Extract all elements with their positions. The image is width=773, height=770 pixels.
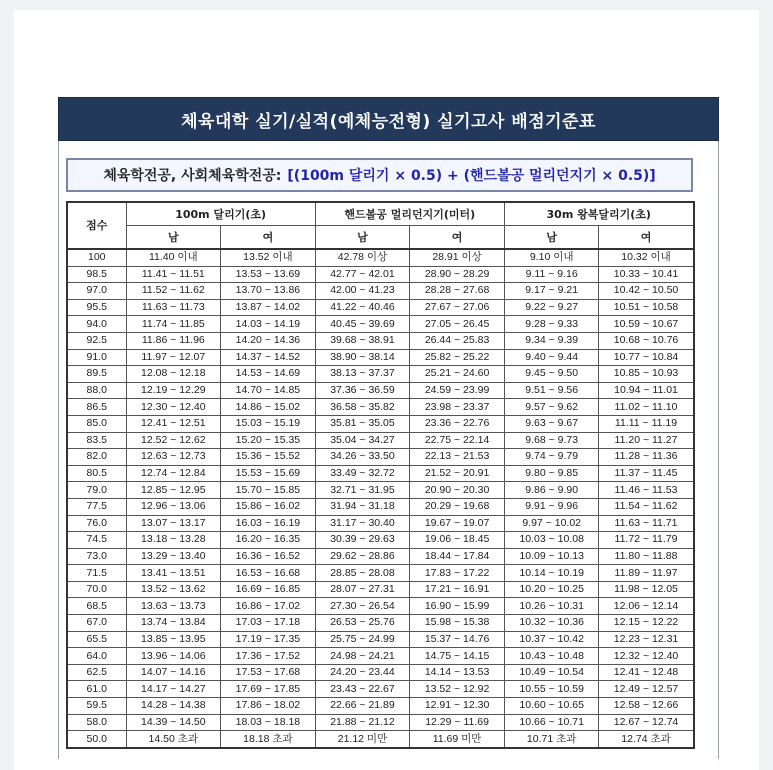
table-row [67, 648, 694, 665]
cell-30m-female: 10.33 ~ 10.41 [599, 266, 694, 283]
table-row [67, 449, 694, 466]
cell-throw-female: 27.67 ~ 27.06 [410, 299, 505, 316]
cell-100m-female: 14.53 ~ 14.69 [221, 366, 316, 383]
table-row [67, 498, 694, 515]
cell-score: 68.5 [67, 598, 126, 615]
table-row [67, 283, 694, 300]
table-row [67, 681, 694, 698]
header-male: 남 [315, 226, 410, 250]
cell-100m-male: 13.85 ~ 13.95 [126, 631, 221, 648]
cell-score: 74.5 [67, 532, 126, 549]
cell-30m-male: 9.57 ~ 9.62 [504, 399, 599, 416]
cell-30m-female: 10.85 ~ 10.93 [599, 366, 694, 383]
cell-30m-male: 10.60 ~ 10.65 [504, 698, 599, 715]
cell-100m-male: 14.17 ~ 14.27 [126, 681, 221, 698]
cell-100m-male: 11.63 ~ 11.73 [126, 299, 221, 316]
cell-score: 95.5 [67, 299, 126, 316]
cell-throw-male: 41.22 ~ 40.46 [315, 299, 410, 316]
cell-throw-female: 23.98 ~ 23.37 [410, 399, 505, 416]
cell-throw-male: 30.39 ~ 29.63 [315, 532, 410, 549]
cell-score: 50.0 [67, 731, 126, 748]
cell-100m-male: 14.07 ~ 14.16 [126, 664, 221, 681]
cell-30m-female: 11.89 ~ 11.97 [599, 565, 694, 582]
header-female: 여 [221, 226, 316, 250]
cell-throw-female: 26.44 ~ 25.83 [410, 332, 505, 349]
cell-score: 64.0 [67, 648, 126, 665]
cell-score: 83.5 [67, 432, 126, 449]
cell-100m-female: 14.37 ~ 14.52 [221, 349, 316, 366]
table-row [67, 415, 694, 432]
cell-30m-male: 9.34 ~ 9.39 [504, 332, 599, 349]
cell-throw-female: 28.90 ~ 28.29 [410, 266, 505, 283]
table-row [67, 399, 694, 416]
header-group-100m: 100m 달리기(초) [126, 202, 315, 226]
cell-throw-female: 12.29 ~ 11.69 [410, 714, 505, 731]
cell-throw-male: 21.12 미만 [315, 731, 410, 748]
cell-30m-female: 12.32 ~ 12.40 [599, 648, 694, 665]
cell-score: 80.5 [67, 465, 126, 482]
cell-throw-male: 38.13 ~ 37.37 [315, 366, 410, 383]
cell-100m-female: 15.70 ~ 15.85 [221, 482, 316, 499]
cell-100m-female: 13.87 ~ 14.02 [221, 299, 316, 316]
cell-100m-male: 11.52 ~ 11.62 [126, 283, 221, 300]
cell-throw-male: 39.68 ~ 38.91 [315, 332, 410, 349]
cell-score: 88.0 [67, 382, 126, 399]
cell-throw-male: 21.88 ~ 21.12 [315, 714, 410, 731]
table-row [67, 465, 694, 482]
cell-throw-male: 35.81 ~ 35.05 [315, 415, 410, 432]
cell-100m-male: 11.40 이내 [126, 249, 221, 266]
cell-throw-male: 34.26 ~ 33.50 [315, 449, 410, 466]
cell-30m-male: 9.28 ~ 9.33 [504, 316, 599, 333]
cell-100m-male: 11.74 ~ 11.85 [126, 316, 221, 333]
cell-100m-female: 17.03 ~ 17.18 [221, 615, 316, 632]
table-row [67, 714, 694, 731]
cell-score: 77.5 [67, 498, 126, 515]
cell-30m-male: 9.74 ~ 9.79 [504, 449, 599, 466]
cell-throw-female: 25.21 ~ 24.60 [410, 366, 505, 383]
score-table [66, 201, 695, 749]
cell-throw-female: 15.98 ~ 15.38 [410, 615, 505, 632]
cell-throw-male: 24.20 ~ 23.44 [315, 664, 410, 681]
cell-throw-female: 21.52 ~ 20.91 [410, 465, 505, 482]
table-row [67, 532, 694, 549]
cell-100m-male: 13.07 ~ 13.17 [126, 515, 221, 532]
cell-throw-female: 17.83 ~ 17.22 [410, 565, 505, 582]
table-row [67, 515, 694, 532]
cell-100m-male: 13.41 ~ 13.51 [126, 565, 221, 582]
cell-30m-male: 9.80 ~ 9.85 [504, 465, 599, 482]
cell-30m-male: 10.37 ~ 10.42 [504, 631, 599, 648]
cell-100m-female: 17.69 ~ 17.85 [221, 681, 316, 698]
cell-score: 92.5 [67, 332, 126, 349]
cell-100m-male: 13.29 ~ 13.40 [126, 548, 221, 565]
cell-30m-female: 12.58 ~ 12.66 [599, 698, 694, 715]
cell-throw-female: 14.75 ~ 14.15 [410, 648, 505, 665]
table-row [67, 615, 694, 632]
cell-score: 58.0 [67, 714, 126, 731]
cell-30m-female: 10.94 ~ 11.01 [599, 382, 694, 399]
cell-score: 98.5 [67, 266, 126, 283]
cell-throw-male: 23.43 ~ 22.67 [315, 681, 410, 698]
cell-throw-male: 28.07 ~ 27.31 [315, 581, 410, 598]
cell-throw-male: 27.30 ~ 26.54 [315, 598, 410, 615]
table-row [67, 598, 694, 615]
table-row [67, 366, 694, 383]
cell-30m-male: 10.20 ~ 10.25 [504, 581, 599, 598]
cell-throw-female: 11.69 미만 [410, 731, 505, 748]
cell-100m-female: 17.86 ~ 18.02 [221, 698, 316, 715]
cell-100m-male: 11.86 ~ 11.96 [126, 332, 221, 349]
table-row [67, 266, 694, 283]
cell-100m-female: 13.70 ~ 13.86 [221, 283, 316, 300]
cell-100m-female: 14.70 ~ 14.85 [221, 382, 316, 399]
cell-100m-male: 13.63 ~ 13.73 [126, 598, 221, 615]
cell-throw-female: 19.67 ~ 19.07 [410, 515, 505, 532]
cell-30m-female: 10.32 이내 [599, 249, 694, 266]
cell-30m-male: 9.68 ~ 9.73 [504, 432, 599, 449]
cell-30m-male: 10.49 ~ 10.54 [504, 664, 599, 681]
cell-throw-female: 25.82 ~ 25.22 [410, 349, 505, 366]
cell-throw-male: 25.75 ~ 24.99 [315, 631, 410, 648]
table-row [67, 664, 694, 681]
cell-100m-male: 11.97 ~ 12.07 [126, 349, 221, 366]
cell-30m-female: 12.06 ~ 12.14 [599, 598, 694, 615]
cell-throw-male: 31.17 ~ 30.40 [315, 515, 410, 532]
header-group-30m-shuttle: 30m 왕복달리기(초) [504, 202, 693, 226]
cell-throw-female: 19.06 ~ 18.45 [410, 532, 505, 549]
cell-100m-female: 16.53 ~ 16.68 [221, 565, 316, 582]
cell-30m-male: 10.14 ~ 10.19 [504, 565, 599, 582]
cell-30m-female: 10.51 ~ 10.58 [599, 299, 694, 316]
cell-30m-female: 12.15 ~ 12.22 [599, 615, 694, 632]
cell-30m-male: 9.91 ~ 9.96 [504, 498, 599, 515]
cell-100m-male: 12.19 ~ 12.29 [126, 382, 221, 399]
cell-100m-male: 12.96 ~ 13.06 [126, 498, 221, 515]
table-row [67, 349, 694, 366]
cell-throw-male: 22.66 ~ 21.89 [315, 698, 410, 715]
table-row [67, 565, 694, 582]
header-score: 점수 [67, 202, 126, 249]
cell-score: 82.0 [67, 449, 126, 466]
cell-30m-male: 9.22 ~ 9.27 [504, 299, 599, 316]
cell-30m-male: 10.66 ~ 10.71 [504, 714, 599, 731]
cell-throw-female: 16.90 ~ 15.99 [410, 598, 505, 615]
cell-throw-male: 40.45 ~ 39.69 [315, 316, 410, 333]
cell-30m-female: 11.80 ~ 11.88 [599, 548, 694, 565]
cell-30m-female: 11.28 ~ 11.36 [599, 449, 694, 466]
cell-30m-female: 11.63 ~ 11.71 [599, 515, 694, 532]
cell-100m-male: 13.52 ~ 13.62 [126, 581, 221, 598]
cell-throw-male: 38.90 ~ 38.14 [315, 349, 410, 366]
cell-30m-male: 10.71 초과 [504, 731, 599, 748]
cell-30m-female: 10.59 ~ 10.67 [599, 316, 694, 333]
header-female: 여 [599, 226, 694, 250]
formula-box [66, 158, 693, 192]
cell-throw-male: 31.94 ~ 31.18 [315, 498, 410, 515]
cell-score: 62.5 [67, 664, 126, 681]
cell-throw-male: 42.77 ~ 42.01 [315, 266, 410, 283]
cell-30m-female: 10.77 ~ 10.84 [599, 349, 694, 366]
header-male: 남 [504, 226, 599, 250]
cell-throw-male: 36.58 ~ 35.82 [315, 399, 410, 416]
cell-30m-male: 9.17 ~ 9.21 [504, 283, 599, 300]
cell-throw-female: 20.29 ~ 19.68 [410, 498, 505, 515]
cell-throw-female: 14.14 ~ 13.53 [410, 664, 505, 681]
cell-30m-female: 12.23 ~ 12.31 [599, 631, 694, 648]
cell-score: 65.5 [67, 631, 126, 648]
cell-100m-female: 14.86 ~ 15.02 [221, 399, 316, 416]
table-row [67, 332, 694, 349]
cell-100m-female: 16.86 ~ 17.02 [221, 598, 316, 615]
cell-100m-male: 12.52 ~ 12.62 [126, 432, 221, 449]
formula-expression: [(100m 달리기 × 0.5) + (핸드볼공 멀리던지기 × 0.5)] [287, 168, 656, 184]
header-group-handball-throw: 핸드볼공 멀리던지기(미터) [315, 202, 504, 226]
cell-30m-female: 11.37 ~ 11.45 [599, 465, 694, 482]
cell-30m-female: 11.46 ~ 11.53 [599, 482, 694, 499]
table-row [67, 631, 694, 648]
cell-100m-female: 15.36 ~ 15.52 [221, 449, 316, 466]
cell-throw-female: 28.28 ~ 27.68 [410, 283, 505, 300]
cell-throw-male: 29.62 ~ 28.86 [315, 548, 410, 565]
cell-score: 79.0 [67, 482, 126, 499]
cell-30m-female: 12.41 ~ 12.48 [599, 664, 694, 681]
table-row [67, 698, 694, 715]
page-title: 체육대학 실기/실적(예체능전형) 실기고사 배점기준표 [58, 97, 719, 141]
table-row [67, 432, 694, 449]
cell-throw-female: 17.21 ~ 16.91 [410, 581, 505, 598]
cell-throw-male: 26.53 ~ 25.76 [315, 615, 410, 632]
cell-100m-female: 15.03 ~ 15.19 [221, 415, 316, 432]
cell-100m-male: 12.41 ~ 12.51 [126, 415, 221, 432]
cell-30m-male: 9.45 ~ 9.50 [504, 366, 599, 383]
cell-throw-male: 37.36 ~ 36.59 [315, 382, 410, 399]
cell-30m-male: 10.32 ~ 10.36 [504, 615, 599, 632]
cell-score: 71.5 [67, 565, 126, 582]
cell-100m-female: 17.36 ~ 17.52 [221, 648, 316, 665]
table-row [67, 299, 694, 316]
cell-100m-female: 16.03 ~ 16.19 [221, 515, 316, 532]
cell-score: 91.0 [67, 349, 126, 366]
formula-lead: 체육학전공, 사회체육학전공: [103, 168, 282, 184]
cell-30m-female: 11.20 ~ 11.27 [599, 432, 694, 449]
cell-100m-male: 13.18 ~ 13.28 [126, 532, 221, 549]
cell-30m-female: 11.54 ~ 11.62 [599, 498, 694, 515]
cell-30m-male: 9.86 ~ 9.90 [504, 482, 599, 499]
header-female: 여 [410, 226, 505, 250]
cell-100m-male: 12.08 ~ 12.18 [126, 366, 221, 383]
cell-30m-female: 12.49 ~ 12.57 [599, 681, 694, 698]
cell-100m-female: 13.52 이내 [221, 249, 316, 266]
cell-score: 97.0 [67, 283, 126, 300]
cell-score: 67.0 [67, 615, 126, 632]
table-body [67, 249, 694, 748]
cell-score: 94.0 [67, 316, 126, 333]
cell-30m-female: 12.74 초과 [599, 731, 694, 748]
table-row [67, 316, 694, 333]
cell-throw-male: 33.49 ~ 32.72 [315, 465, 410, 482]
cell-30m-male: 10.03 ~ 10.08 [504, 532, 599, 549]
cell-100m-female: 15.86 ~ 16.02 [221, 498, 316, 515]
cell-100m-female: 17.19 ~ 17.35 [221, 631, 316, 648]
cell-30m-male: 10.09 ~ 10.13 [504, 548, 599, 565]
cell-throw-female: 23.36 ~ 22.76 [410, 415, 505, 432]
cell-100m-female: 14.03 ~ 14.19 [221, 316, 316, 333]
cell-100m-female: 18.03 ~ 18.18 [221, 714, 316, 731]
cell-throw-male: 35.04 ~ 34.27 [315, 432, 410, 449]
cell-throw-male: 42.00 ~ 41.23 [315, 283, 410, 300]
table-row [67, 548, 694, 565]
table-row [67, 482, 694, 499]
cell-throw-female: 24.59 ~ 23.99 [410, 382, 505, 399]
cell-score: 89.5 [67, 366, 126, 383]
cell-100m-male: 14.39 ~ 14.50 [126, 714, 221, 731]
table-row [67, 382, 694, 399]
cell-30m-female: 11.11 ~ 11.19 [599, 415, 694, 432]
cell-throw-female: 15.37 ~ 14.76 [410, 631, 505, 648]
cell-100m-male: 11.41 ~ 11.51 [126, 266, 221, 283]
cell-30m-female: 11.98 ~ 12.05 [599, 581, 694, 598]
cell-30m-female: 10.68 ~ 10.76 [599, 332, 694, 349]
cell-30m-male: 10.43 ~ 10.48 [504, 648, 599, 665]
cell-throw-female: 12.91 ~ 12.30 [410, 698, 505, 715]
cell-score: 76.0 [67, 515, 126, 532]
cell-100m-female: 17.53 ~ 17.68 [221, 664, 316, 681]
cell-100m-female: 14.20 ~ 14.36 [221, 332, 316, 349]
table-row [67, 731, 694, 748]
cell-throw-male: 24.98 ~ 24.21 [315, 648, 410, 665]
cell-100m-female: 16.69 ~ 16.85 [221, 581, 316, 598]
cell-30m-male: 10.26 ~ 10.31 [504, 598, 599, 615]
cell-100m-male: 12.63 ~ 12.73 [126, 449, 221, 466]
cell-30m-male: 9.10 이내 [504, 249, 599, 266]
table-row [67, 581, 694, 598]
cell-100m-male: 12.85 ~ 12.95 [126, 482, 221, 499]
cell-100m-female: 16.36 ~ 16.52 [221, 548, 316, 565]
cell-score: 100 [67, 249, 126, 266]
cell-throw-male: 28.85 ~ 28.08 [315, 565, 410, 582]
cell-score: 73.0 [67, 548, 126, 565]
cell-100m-male: 13.96 ~ 14.06 [126, 648, 221, 665]
cell-score: 59.5 [67, 698, 126, 715]
cell-throw-male: 42.78 이상 [315, 249, 410, 266]
table-row [67, 249, 694, 266]
cell-score: 61.0 [67, 681, 126, 698]
cell-throw-female: 20.90 ~ 20.30 [410, 482, 505, 499]
cell-throw-female: 13.52 ~ 12.92 [410, 681, 505, 698]
cell-score: 70.0 [67, 581, 126, 598]
cell-score: 86.5 [67, 399, 126, 416]
cell-throw-female: 22.13 ~ 21.53 [410, 449, 505, 466]
cell-100m-male: 12.74 ~ 12.84 [126, 465, 221, 482]
cell-throw-female: 22.75 ~ 22.14 [410, 432, 505, 449]
cell-throw-female: 27.05 ~ 26.45 [410, 316, 505, 333]
cell-100m-male: 14.50 초과 [126, 731, 221, 748]
cell-100m-female: 15.53 ~ 15.69 [221, 465, 316, 482]
cell-100m-female: 15.20 ~ 15.35 [221, 432, 316, 449]
header-male: 남 [126, 226, 221, 250]
cell-100m-male: 13.74 ~ 13.84 [126, 615, 221, 632]
cell-30m-male: 10.55 ~ 10.59 [504, 681, 599, 698]
cell-30m-male: 9.51 ~ 9.56 [504, 382, 599, 399]
cell-throw-female: 18.44 ~ 17.84 [410, 548, 505, 565]
cell-30m-male: 9.97 ~ 10.02 [504, 515, 599, 532]
cell-100m-female: 13.53 ~ 13.69 [221, 266, 316, 283]
cell-100m-female: 16.20 ~ 16.35 [221, 532, 316, 549]
cell-throw-male: 32.71 ~ 31.95 [315, 482, 410, 499]
cell-30m-male: 9.11 ~ 9.16 [504, 266, 599, 283]
cell-throw-female: 28.91 이상 [410, 249, 505, 266]
cell-100m-male: 14.28 ~ 14.38 [126, 698, 221, 715]
cell-30m-female: 10.42 ~ 10.50 [599, 283, 694, 300]
cell-30m-female: 11.02 ~ 11.10 [599, 399, 694, 416]
cell-30m-female: 12.67 ~ 12.74 [599, 714, 694, 731]
cell-30m-male: 9.40 ~ 9.44 [504, 349, 599, 366]
cell-30m-female: 11.72 ~ 11.79 [599, 532, 694, 549]
cell-100m-female: 18.18 초과 [221, 731, 316, 748]
cell-score: 85.0 [67, 415, 126, 432]
cell-30m-male: 9.63 ~ 9.67 [504, 415, 599, 432]
cell-100m-male: 12.30 ~ 12.40 [126, 399, 221, 416]
